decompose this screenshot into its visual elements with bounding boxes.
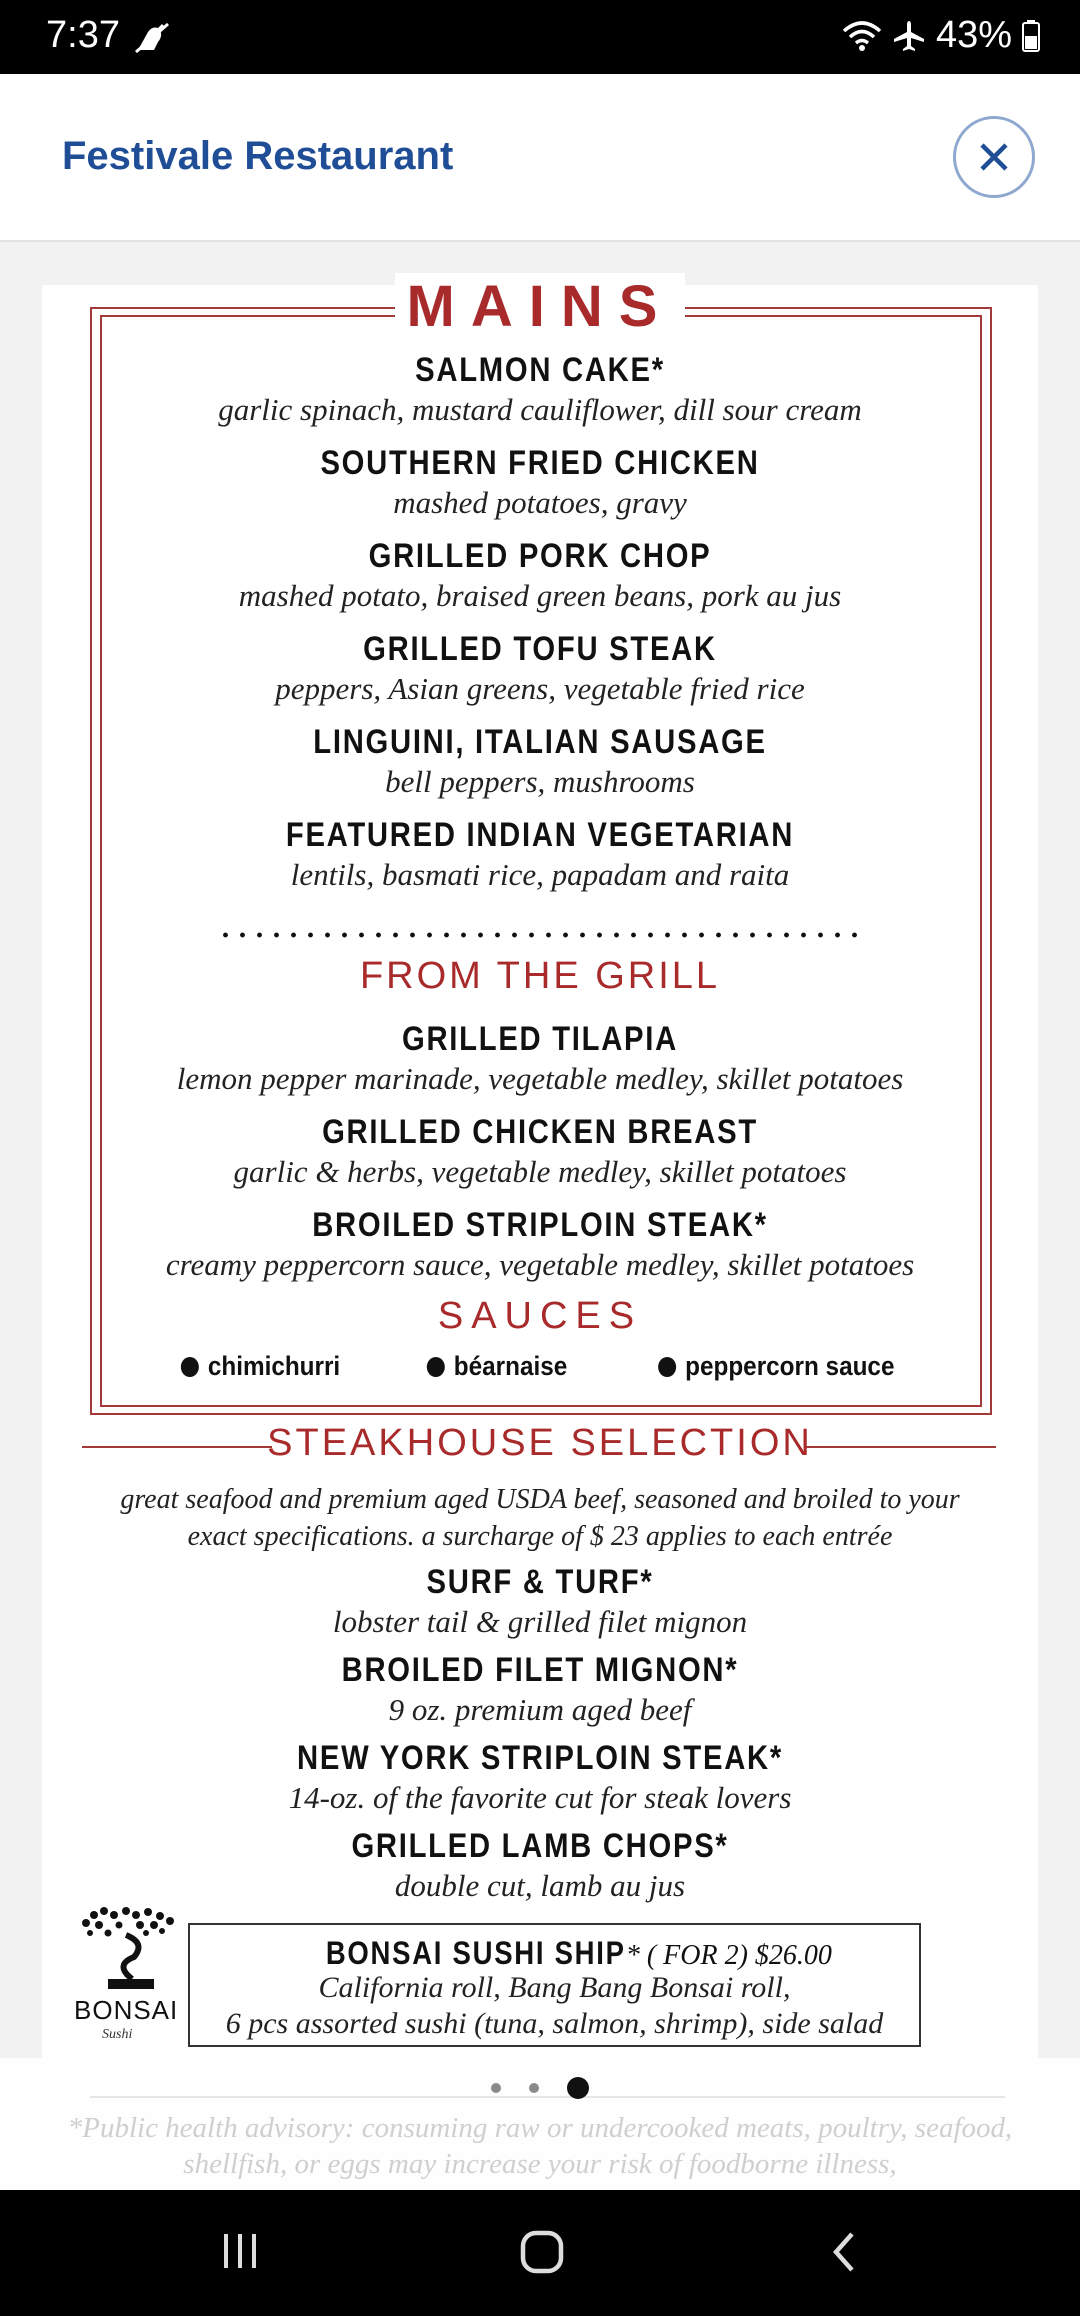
home-button[interactable] bbox=[518, 2228, 566, 2276]
menu-item-desc: garlic spinach, mustard cauliflower, dill sour cream bbox=[218, 392, 862, 427]
steakhouse-heading: STEAKHOUSE SELECTION bbox=[267, 1422, 813, 1464]
menu-item bbox=[42, 1020, 1038, 1097]
bonsai-logo-sub: Sushi bbox=[102, 2027, 133, 2042]
page-dot-active[interactable] bbox=[567, 2077, 589, 2099]
menu-item bbox=[42, 444, 1038, 521]
menu-item-name: GRILLED TILAPIA bbox=[402, 1020, 678, 1058]
app-header bbox=[0, 74, 1080, 242]
recent-apps-button[interactable] bbox=[218, 2228, 262, 2272]
menu-item bbox=[42, 1827, 1038, 1904]
bullet-icon bbox=[658, 1357, 676, 1377]
menu-item-name: GRILLED TOFU STEAK bbox=[363, 630, 717, 668]
bonsai-tree-icon bbox=[74, 1903, 184, 1995]
sushi-ship-name: BONSAI SUSHI SHIP bbox=[325, 1935, 626, 1971]
menu-item-name: SOUTHERN FRIED CHICKEN bbox=[320, 444, 760, 482]
menu-item-desc: lobster tail & grilled filet mignon bbox=[332, 1604, 748, 1639]
menu-item bbox=[42, 1113, 1038, 1190]
menu-item-desc: double cut, lamb au jus bbox=[394, 1868, 686, 1903]
bullet-icon bbox=[427, 1357, 445, 1377]
menu-page-image[interactable] bbox=[42, 274, 1038, 2060]
menu-item-desc: bell peppers, mushrooms bbox=[385, 764, 695, 799]
sushi-ship-desc-1: California roll, Bang Bang Bonsai roll, bbox=[318, 1971, 791, 2004]
sauces-heading: SAUCES bbox=[437, 1295, 643, 1337]
battery-percent: 43% bbox=[935, 14, 1012, 56]
close-icon bbox=[978, 141, 1010, 173]
battery-icon bbox=[1022, 20, 1040, 52]
bonsai-logo bbox=[74, 1903, 184, 2053]
menu-item-name: SURF & TURF* bbox=[426, 1563, 654, 1601]
sauce-item: peppercorn sauce bbox=[658, 1351, 894, 1382]
page-title: Festivale Restaurant bbox=[62, 134, 454, 178]
menu-item-desc: peppers, Asian greens, vegetable fried rice bbox=[275, 671, 805, 706]
menu-item-name: FEATURED INDIAN VEGETARIAN bbox=[285, 816, 795, 854]
menu-item-name: BROILED STRIPLOIN STEAK* bbox=[312, 1206, 768, 1244]
menu-item bbox=[42, 630, 1038, 707]
menu-item bbox=[42, 1206, 1038, 1283]
close-button[interactable] bbox=[953, 116, 1035, 198]
menu-item bbox=[42, 816, 1038, 893]
menu-item-desc: lemon pepper marinade, vegetable medley, skillet potatoes bbox=[176, 1061, 904, 1096]
menu-item-desc: creamy peppercorn sauce, vegetable medley, skillet potatoes bbox=[165, 1247, 915, 1282]
menu-item-name: SALMON CAKE* bbox=[415, 351, 665, 389]
menu-item-name: LINGUINI, ITALIAN SAUSAGE bbox=[313, 723, 767, 761]
menu-item-name: GRILLED PORK CHOP bbox=[368, 537, 712, 575]
dotted-divider bbox=[217, 930, 867, 940]
menu-item bbox=[42, 1739, 1038, 1816]
sauce-item: chimichurri bbox=[181, 1351, 340, 1382]
page-dot[interactable] bbox=[529, 2083, 539, 2093]
back-button[interactable] bbox=[826, 2228, 862, 2276]
menu-item-name: BROILED FILET MIGNON* bbox=[341, 1651, 739, 1689]
do-not-disturb-icon bbox=[132, 18, 172, 58]
menu-item-desc: mashed potatoes, gravy bbox=[393, 485, 687, 520]
sauce-item: béarnaise bbox=[427, 1351, 567, 1382]
bullet-icon bbox=[181, 1357, 199, 1377]
menu-item-name: GRILLED CHICKEN BREAST bbox=[322, 1113, 758, 1151]
status-bar bbox=[0, 0, 1080, 74]
mains-heading: MAINS bbox=[395, 273, 686, 340]
menu-item-desc: mashed potato, braised green beans, pork au jus bbox=[238, 578, 842, 613]
bonsai-logo-word: BONSAI bbox=[74, 1995, 179, 2025]
menu-item-desc: lentils, basmati rice, papadam and raita bbox=[290, 857, 790, 892]
steakhouse-note: great seafood and premium aged USDA beef, seasoned and broiled to your exact specifications. a surcharge of $ 23 applies to each entrée bbox=[120, 1484, 960, 1552]
page-indicator[interactable] bbox=[0, 2073, 1080, 2103]
sushi-ship-price: * ( FOR 2) $26.00 bbox=[625, 1940, 832, 1971]
grill-heading: FROM THE GRILL bbox=[359, 955, 721, 997]
menu-item bbox=[42, 1563, 1038, 1640]
status-time: 7:37 bbox=[46, 14, 120, 56]
sushi-ship-desc-2: 6 pcs assorted sushi (tuna, salmon, shrimp), side salad bbox=[225, 2007, 884, 2040]
airplane-mode-icon bbox=[892, 19, 926, 53]
sushi-ship-box bbox=[188, 1923, 921, 2047]
menu-item-desc: 9 oz. premium aged beef bbox=[388, 1692, 692, 1727]
menu-item-desc: garlic & herbs, vegetable medley, skillet potatoes bbox=[233, 1154, 847, 1189]
health-advisory: *Public health advisory: consuming raw or undercooked meats, poultry, seafood, shellfish, or eggs may increase your risk of foodborne illness, bbox=[67, 2112, 1013, 2180]
menu-item bbox=[42, 351, 1038, 428]
menu-item-desc: 14-oz. of the favorite cut for steak lovers bbox=[288, 1780, 792, 1815]
sauces-list bbox=[42, 1351, 1038, 1382]
menu-item-name: GRILLED LAMB CHOPS* bbox=[351, 1827, 729, 1865]
menu-item-name: NEW YORK STRIPLOIN STEAK* bbox=[297, 1739, 783, 1777]
system-nav-bar bbox=[0, 2190, 1080, 2316]
menu-item bbox=[42, 723, 1038, 800]
page-dot[interactable] bbox=[491, 2083, 501, 2093]
menu-item bbox=[42, 537, 1038, 614]
menu-item bbox=[42, 1651, 1038, 1728]
wifi-icon bbox=[842, 19, 882, 53]
